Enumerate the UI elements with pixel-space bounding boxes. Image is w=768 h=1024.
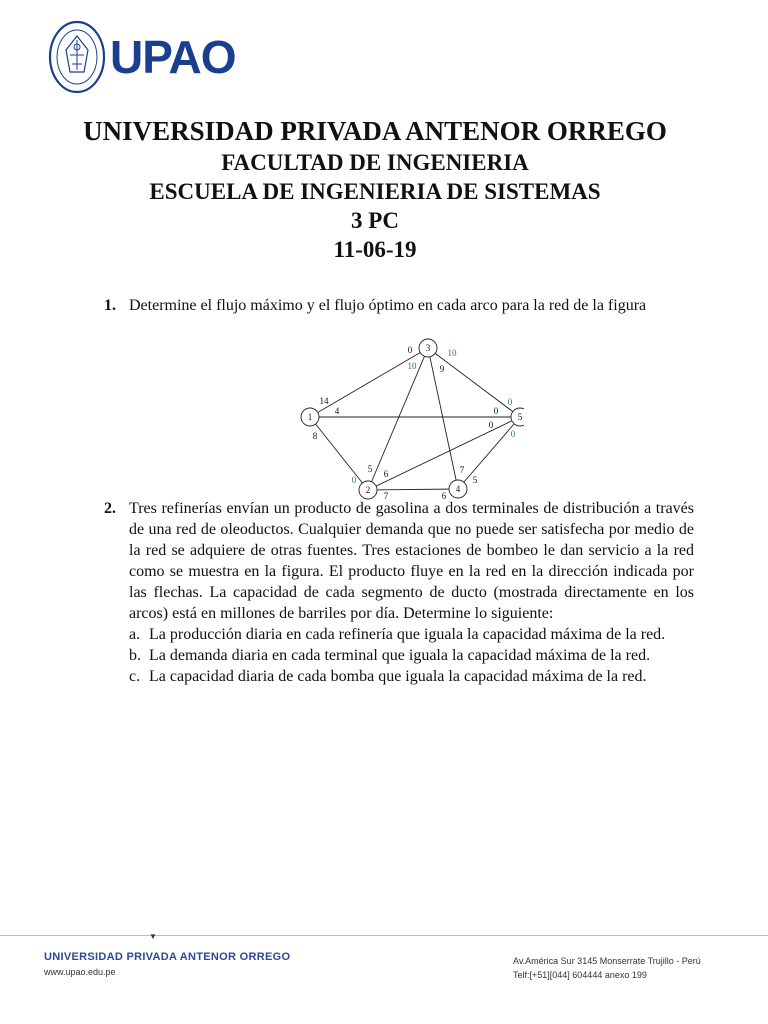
item-label: c. xyxy=(129,668,141,685)
document-headings xyxy=(0,114,750,264)
list-item xyxy=(129,666,694,687)
question-1 xyxy=(104,295,694,316)
arc-label: 5 xyxy=(367,464,373,474)
footer-divider xyxy=(0,935,768,936)
arc-label: 4 xyxy=(334,406,340,416)
footer-phone: Telf:[+51][044] 604444 anexo 199 xyxy=(513,970,647,980)
footer-address: Av.América Sur 3145 Monserrate Trujillo - Perú xyxy=(513,956,701,966)
exam-date: 11-06-19 xyxy=(333,237,417,262)
arc-label: 10 xyxy=(447,348,457,358)
list-item xyxy=(129,645,694,666)
item-text: La demanda diaria en cada terminal que iguala la capacidad máxima de la red. xyxy=(149,647,651,664)
footer-marker-icon: ▼ xyxy=(149,932,157,941)
question-items xyxy=(129,624,694,687)
exam-title: 3 PC xyxy=(351,208,399,233)
university-seal-icon xyxy=(48,20,108,94)
arc-label: 10 xyxy=(407,361,417,371)
question-text: Tres refinerías envían un producto de gasolina a dos terminales de distribución a través de una red de oleoductos. Cualquier demanda que no puede ser satisfecha por medio de la red se adquiere de otras fuentes. Tres estaciones de bombeo le dan servicio a la red como se muestra en la figura. El producto fluye en la red en la dirección indicada por las flechas. La capacidad de cada segmento de ducto (mostrada directamente en los arcos) está en millones de barriles por día. Determine lo siguiente: xyxy=(129,500,694,622)
question-text: Determine el flujo máximo y el flujo óptimo en cada arco para la red de la figura xyxy=(129,297,647,314)
university-title: UNIVERSIDAD PRIVADA ANTENOR ORREGO xyxy=(83,116,667,146)
arc-label: 0 xyxy=(493,406,499,416)
node-label-4: 4 xyxy=(455,484,461,494)
arc-label: 0 xyxy=(510,429,516,439)
upao-logo xyxy=(48,20,238,98)
node-label-1: 1 xyxy=(307,412,313,422)
arc-label: 0 xyxy=(488,420,494,430)
arc-label: 6 xyxy=(383,469,389,479)
arc-label: 7 xyxy=(383,491,389,500)
logo-wordmark: UPAO xyxy=(110,31,236,83)
item-label: b. xyxy=(129,647,141,664)
faculty-title: FACULTAD DE INGENIERIA xyxy=(221,150,529,175)
arc-label: 0 xyxy=(351,475,357,485)
node-label-5: 5 xyxy=(517,412,523,422)
arc-label: 5 xyxy=(472,475,478,485)
question-number: 1. xyxy=(104,297,116,314)
arc-label: 6 xyxy=(441,491,447,500)
arc-label: 14 xyxy=(319,396,329,406)
footer-university-name: UNIVERSIDAD PRIVADA ANTENOR ORREGO xyxy=(44,951,291,963)
item-text: La producción diaria en cada refinería que iguala la capacidad máxima de la red. xyxy=(149,626,666,643)
item-text: La capacidad diaria de cada bomba que iguala la capacidad máxima de la red. xyxy=(149,668,647,685)
question-2 xyxy=(104,498,694,687)
node-label-3: 3 xyxy=(425,343,431,353)
arc-label: 9 xyxy=(439,364,445,374)
arc-label: 8 xyxy=(312,431,318,441)
arc-label: 7 xyxy=(459,465,465,475)
footer-website[interactable]: www.upao.edu.pe xyxy=(44,967,116,977)
question-number: 2. xyxy=(104,500,116,517)
list-item xyxy=(129,624,694,645)
footer-contact xyxy=(513,954,701,982)
arc-label: 0 xyxy=(407,345,413,355)
arc-label: 0 xyxy=(507,397,513,407)
school-title: ESCUELA DE INGENIERIA DE SISTEMAS xyxy=(149,179,601,204)
network-diagram xyxy=(294,338,524,500)
item-label: a. xyxy=(129,626,141,643)
node-label-2: 2 xyxy=(365,485,371,495)
